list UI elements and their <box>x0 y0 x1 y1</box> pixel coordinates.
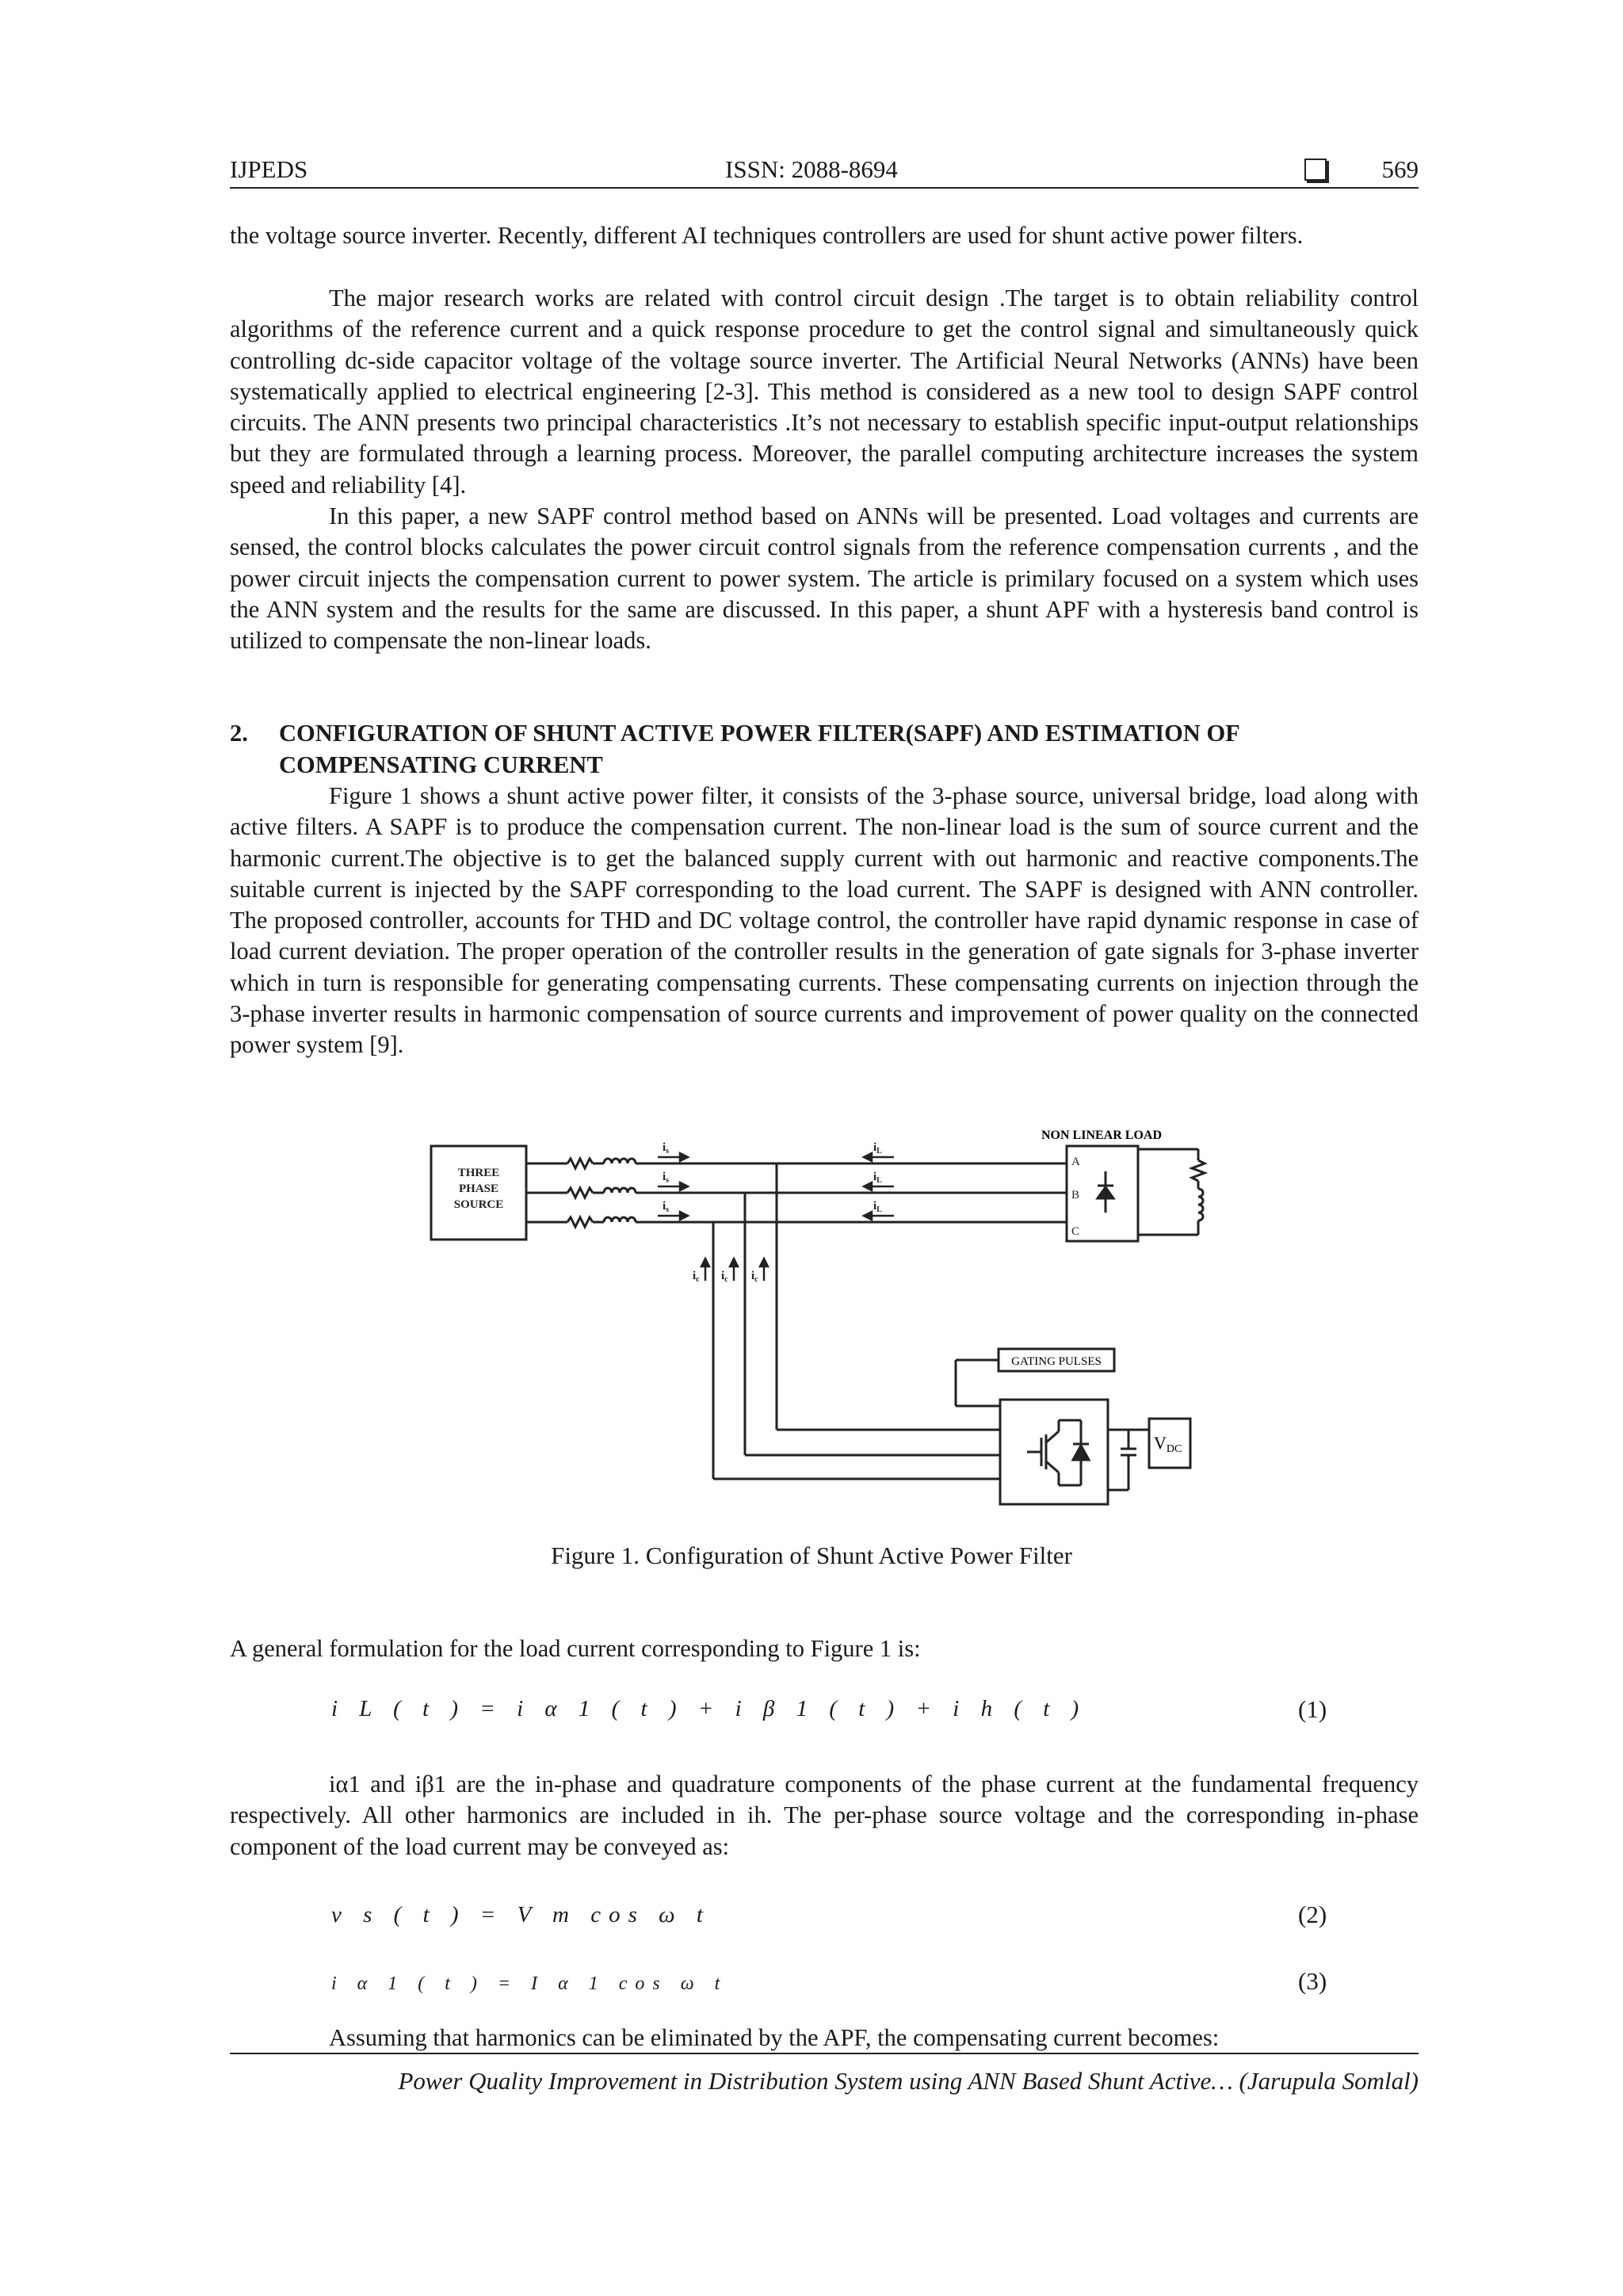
source-label-3: SOURCE <box>453 1198 504 1211</box>
paragraph-3: In this paper, a new SAPF control method based on ANNs will be presented. Load voltages and currents are sensed, the control blocks calculates the power circuit control signals from the reference compensation currents , and the power circuit injects the compensation current to power system. The article is primilary focused on a system which uses the ANN system and the results for the same are discussed. In this paper, a shunt APF with a hysteresis band control is utilized to compensate the non-linear loads. <box>230 502 1419 655</box>
il-label-c: $i_L$ <box>873 1200 882 1214</box>
running-footer: Power Quality Improvement in Distribution System using ANN Based Shunt Active… (Jarupula Somlal) <box>398 2067 1419 2095</box>
section-paragraph: Figure 1 shows a shunt active power filter, it consists of the 3-phase source, universal bridge, load along with active filters. A SAPF is to produce the compensation current. The non-linear load is the sum of source current and the harmonic current.The objective is to get the balanced supply current with out harmonic and reactive components.The suitable current is injected by the SAPF corresponding to the load current. The SAPF is designed with ANN controller. The proposed controller, accounts for THD and DC voltage control, the controller have rapid dynamic response in case of load current deviation. The proper operation of the controller results in the generation of gate signals for 3-phase inverter which in turn is responsible for generating compensating currents. These compensating currents on injection through the 3-phase inverter results in harmonic compensation of source currents and improvement of power quality on the connected power system [9]. <box>230 782 1419 1059</box>
load-title: NON LINEAR LOAD <box>1041 1129 1163 1142</box>
closing-sentence: Assuming that harmonics can be eliminated by the APF, the compensating current becomes: <box>329 2024 1220 2051</box>
phase-b: B <box>1071 1189 1080 1201</box>
header-rule <box>230 187 1419 189</box>
ic-label-2: $i_c$ <box>721 1270 728 1284</box>
figure-circuit-diagram <box>428 1125 1220 1522</box>
equation-2: v s ( t ) = V m cos ω t <box>331 1902 711 1927</box>
line-c <box>526 1217 1067 1227</box>
section-title: CONFIGURATION OF SHUNT ACTIVE POWER FILTER(SAPF) AND ESTIMATION OF COMPENSATING CURRENT <box>279 720 1239 778</box>
line-a <box>526 1159 1067 1168</box>
ic-label-3: $i_c$ <box>751 1270 758 1284</box>
page-number: 569 <box>1381 155 1419 183</box>
figure-caption: Figure 1. Configuration of Shunt Active Power Filter <box>551 1541 1072 1569</box>
source-label-1: THREE <box>457 1167 500 1179</box>
is-label-a: $i_s$ <box>663 1141 670 1156</box>
phase-a: A <box>1071 1156 1080 1168</box>
inverter-box <box>1000 1400 1108 1504</box>
issn: ISSN: 2088-8694 <box>725 155 898 183</box>
footer-rule <box>230 2053 1419 2054</box>
il-label-b: $i_L$ <box>873 1171 882 1185</box>
is-label-b: $i_s$ <box>663 1171 670 1185</box>
phase-c: C <box>1071 1225 1080 1238</box>
equation-1-explanation: iα1 and iβ1 are the in-phase and quadrature components of the phase current at the fundamental frequency respectively. All other harmonics are included in ih. The per-phase source voltage and the corresponding in-phase component of the load current may be conveyed as: <box>230 1771 1419 1860</box>
vdc-label: VDC <box>1154 1433 1182 1455</box>
ic-label-1: $i_c$ <box>693 1270 700 1284</box>
gating-label: GATING PULSES <box>1011 1355 1102 1368</box>
source-label-2: PHASE <box>458 1182 499 1195</box>
equation-1: i L ( t ) = i α 1 ( t ) + i β 1 ( t ) + i h ( t ) <box>331 1696 1087 1721</box>
equation-1-number: (1) <box>1298 1695 1327 1723</box>
paragraph-2: The major research works are related with control circuit design .The target is to obtain reliability control algorithms of the reference current and a quick response procedure to get the control signal and simultaneously quick controlling dc-side capacitor voltage of the voltage source inverter. The Artificial Neural Networks (ANNs) have been systematically applied to electrical engineering [2-3]. This method is considered as a new tool to design SAPF control circuits. The ANN presents two principal characteristics .It’s not necessary to establish specific input-output relationships but they are formulated through a learning process. Moreover, the parallel computing architecture increases the system speed and reliability [4]. <box>230 285 1419 499</box>
il-label-a: $i_L$ <box>873 1141 882 1156</box>
equation-2-number: (2) <box>1298 1901 1327 1928</box>
journal-name: IJPEDS <box>230 155 308 183</box>
line-b <box>526 1188 1067 1198</box>
section-number: 2. <box>230 720 248 747</box>
box-icon <box>1304 159 1327 181</box>
equation-3-number: (3) <box>1298 1967 1327 1995</box>
is-label-c: $i_s$ <box>663 1200 670 1214</box>
equation-3: i α 1 ( t ) = I α 1 cos ω t <box>331 1973 728 1994</box>
paragraph-1: the voltage source inverter. Recently, different AI techniques controllers are used for shunt active power filters. <box>230 222 1304 249</box>
formulation-intro: A general formulation for the load current corresponding to Figure 1 is: <box>230 1635 921 1662</box>
